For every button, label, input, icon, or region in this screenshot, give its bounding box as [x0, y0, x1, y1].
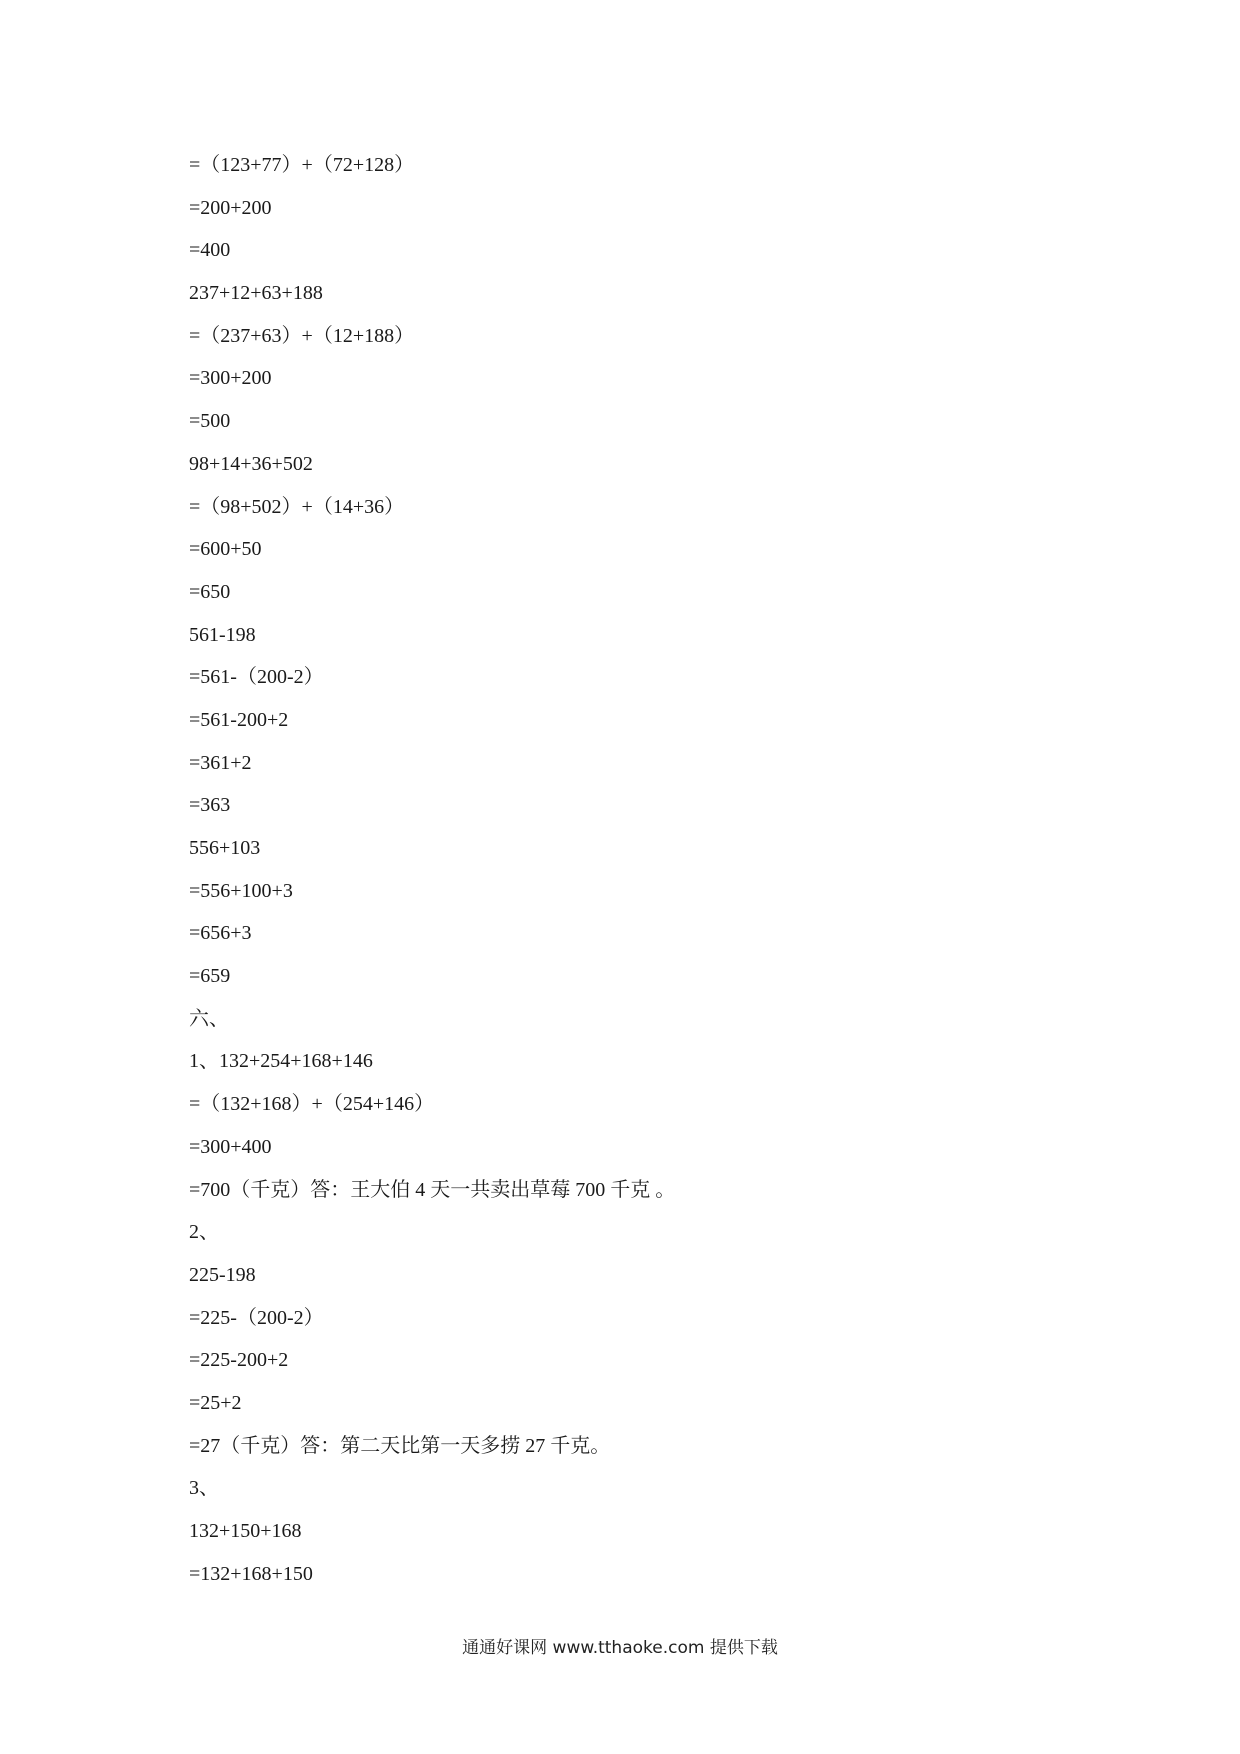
calc-line: =225-（200-2） — [189, 1306, 324, 1329]
calc-line: =300+200 — [189, 367, 272, 390]
calc-line: =（98+502）+（14+36） — [189, 495, 405, 518]
calc-line: =（123+77）+（72+128） — [189, 154, 415, 176]
page-footer: 通通好课网 www.tthaoke.com 提供下载 — [462, 1638, 778, 1658]
calc-line: =500 — [189, 410, 231, 433]
calc-line: =361+2 — [189, 751, 252, 774]
calc-line: =（237+63）+（12+188） — [189, 324, 415, 347]
calc-line: 561-198 — [189, 623, 256, 646]
calc-line: =561-200+2 — [189, 708, 289, 731]
calc-line: =556+100+3 — [189, 879, 293, 902]
calc-line: =650 — [189, 580, 231, 603]
calc-line: 237+12+63+188 — [189, 282, 323, 305]
calc-line: =561-（200-2） — [189, 666, 324, 689]
calc-line: 556+103 — [189, 837, 261, 859]
answer-line: =700（千克）答：王大伯 4 天一共卖出草莓 700 千克 。 — [189, 1178, 676, 1201]
calc-line: =363 — [189, 794, 231, 817]
calc-line: =132+168+150 — [189, 1562, 313, 1585]
calc-line: =200+200 — [189, 196, 272, 219]
calc-line: =300+400 — [189, 1135, 272, 1158]
answer-line: =27（千克）答：第二天比第一天多捞 27 千克。 — [189, 1434, 611, 1457]
calc-line: =400 — [189, 239, 231, 262]
calc-line: 98+14+36+502 — [189, 452, 313, 475]
calc-line: =225-200+2 — [189, 1349, 289, 1372]
problem-line: 1、132+254+168+146 — [189, 1050, 373, 1073]
problem-number: 2、 — [189, 1221, 219, 1244]
calc-line: =25+2 — [189, 1391, 242, 1414]
calc-line: =656+3 — [189, 922, 252, 945]
calc-line: =（132+168）+（254+146） — [189, 1093, 435, 1116]
calc-line: =659 — [189, 965, 231, 988]
calc-line: 132+150+168 — [189, 1520, 302, 1542]
section-heading: 六、 — [189, 1007, 229, 1030]
calc-line: 225-198 — [189, 1263, 256, 1286]
problem-number: 3、 — [189, 1477, 219, 1500]
calc-line: =600+50 — [189, 538, 262, 561]
document-body — [189, 144, 1189, 1595]
